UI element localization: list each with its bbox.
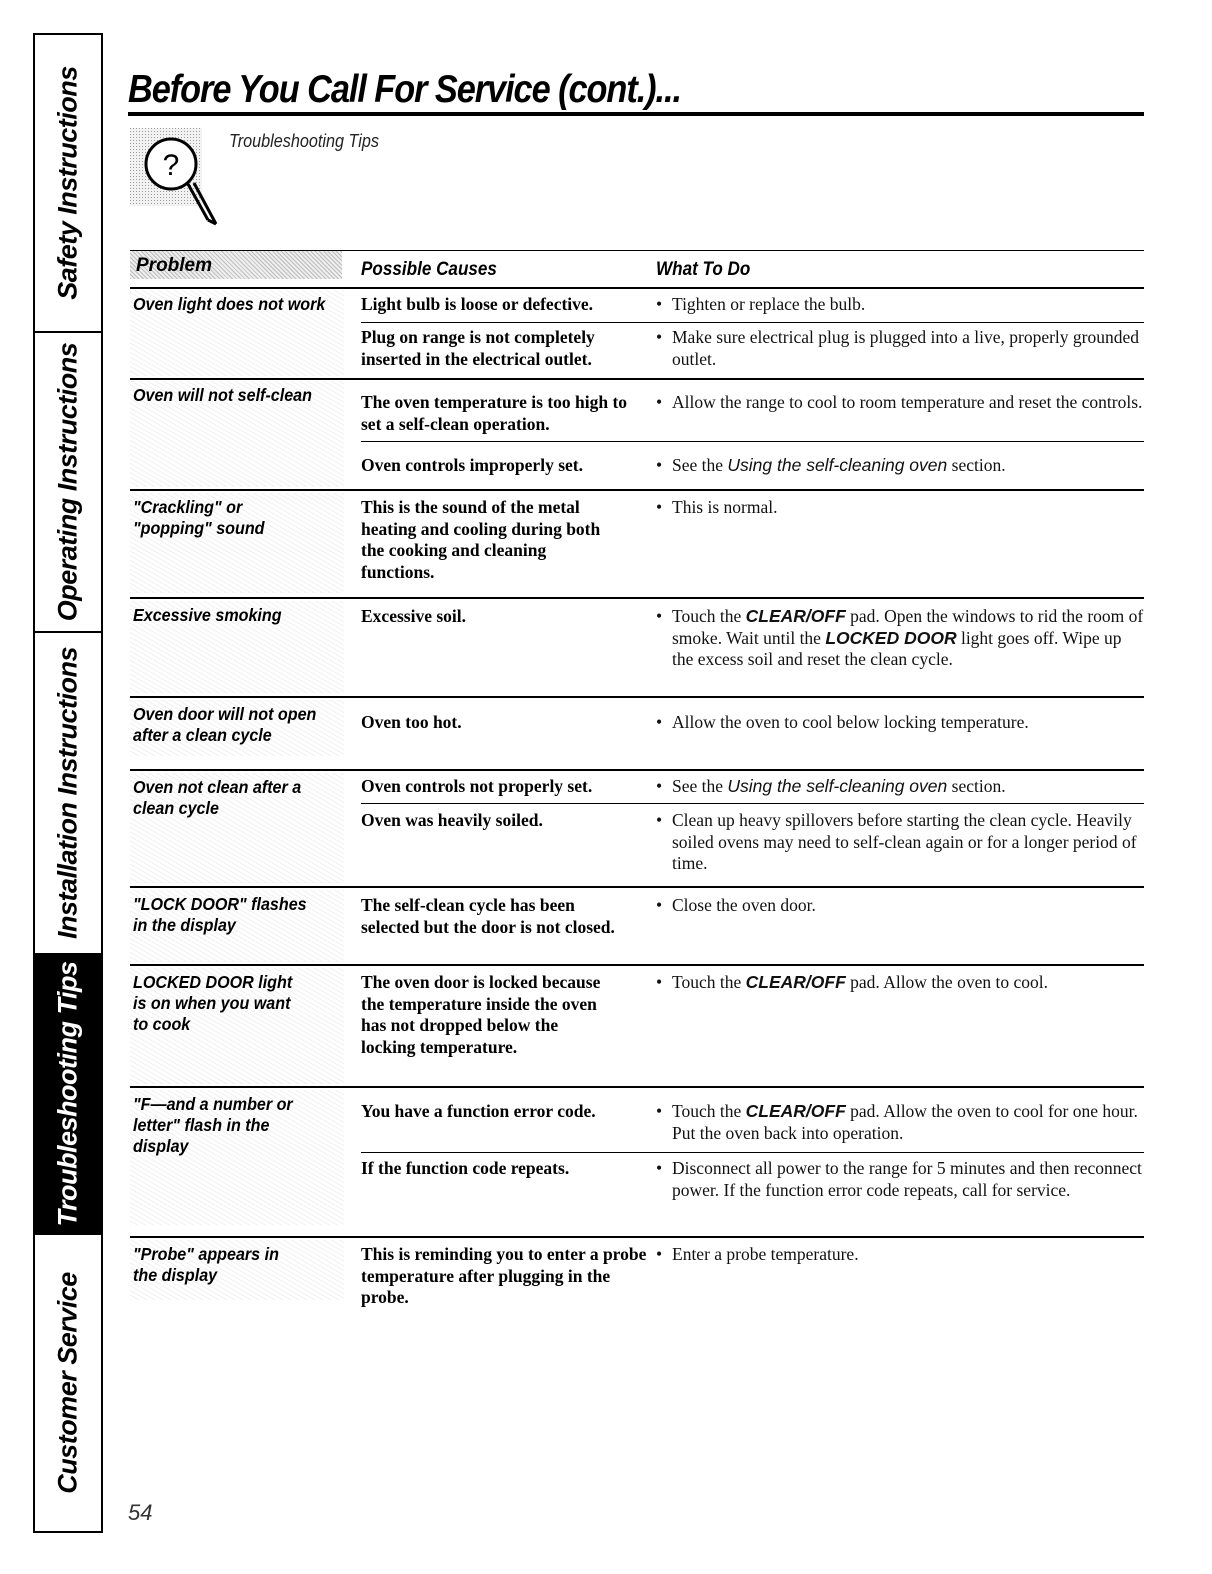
- problem-cell: [130, 493, 344, 593]
- cause-text: Oven was heavily soiled.: [361, 810, 543, 830]
- row-rule: [130, 489, 1144, 491]
- todo-text: • Close the oven door.: [656, 895, 1144, 917]
- cause-text: Plug on range is not completely inserted in the electrical outlet.: [361, 327, 595, 369]
- clear-off-pad-ref: CLEAR/OFF: [745, 606, 846, 626]
- page-number: 54: [128, 1500, 153, 1525]
- cause-divider: [361, 1152, 1144, 1153]
- cause-text: Light bulb is loose or defective.: [361, 294, 594, 314]
- section-reference: Using the self-cleaning oven: [727, 776, 948, 796]
- tab-customer-service[interactable]: [35, 1235, 101, 1531]
- todo-text-part: Touch the: [672, 1101, 746, 1121]
- todo-text-part: Touch the: [672, 606, 746, 626]
- problem-text: Oven will not self-clean: [133, 385, 312, 405]
- header-possible-causes: Possible Causes: [361, 259, 497, 280]
- problem-cell: [130, 773, 344, 883]
- title-rule: [128, 112, 1144, 116]
- todo-text-part: section.: [947, 455, 1006, 475]
- cause-text: Excessive soil.: [361, 606, 466, 626]
- section-tab-strip: [33, 33, 103, 1533]
- header-problem: [130, 251, 342, 279]
- todo-text-part: Touch the: [672, 972, 746, 992]
- todo-text: • This is normal.: [656, 497, 1144, 519]
- problem-text: LOCKED DOOR light is on when you want to cook: [133, 972, 293, 1034]
- cause-divider: [361, 441, 1144, 442]
- problem-text: Oven door will not open after a clean cycle: [133, 704, 317, 745]
- tab-label: Operating Instructions: [52, 342, 83, 622]
- todo-text-part: pad. Open the windows to rid the room of smoke. Wait until the: [672, 606, 1144, 648]
- problem-cell: [130, 601, 344, 693]
- todo-text-part: pad. Allow the oven to cool for one hour. Put the oven back into operation.: [672, 1101, 1138, 1143]
- todo-text-part: light goes off. Wipe up the excess soil and reset the clean cycle.: [672, 627, 1122, 669]
- todo-text-part: section.: [947, 776, 1006, 796]
- problem-text: "Probe" appears in the display: [133, 1244, 279, 1285]
- header-problem-label: Problem: [136, 255, 213, 276]
- cause-divider: [361, 803, 1144, 804]
- section-subtitle: Troubleshooting Tips: [229, 131, 379, 151]
- cause-text: Oven controls not properly set.: [361, 776, 593, 796]
- tab-operating-instructions[interactable]: [35, 333, 101, 633]
- table-header-row: [130, 250, 1144, 289]
- cause-text: Oven controls improperly set.: [361, 455, 583, 475]
- todo-text: • Make sure electrical plug is plugged into a live, properly grounded outlet.: [656, 327, 1144, 370]
- clear-off-pad-ref: CLEAR/OFF: [745, 1101, 846, 1121]
- problem-text: "Crackling" or "popping" sound: [133, 497, 265, 538]
- todo-text: • Tighten or replace the bulb.: [656, 294, 1144, 316]
- todo-text: • Clean up heavy spillovers before starting the clean cycle. Heavily soiled ovens may need to self-clean again or for a longer period of time.: [656, 810, 1144, 875]
- magnifier-question-icon: [130, 128, 230, 236]
- row-rule: [130, 769, 1144, 771]
- tab-installation-instructions[interactable]: [35, 633, 101, 955]
- problem-text: Oven not clean after a clean cycle: [133, 777, 302, 818]
- problem-cell: [130, 1240, 344, 1300]
- row-rule: [130, 597, 1144, 599]
- svg-text:?: ?: [162, 149, 180, 182]
- row-rule: [130, 378, 1144, 380]
- row-rule: [130, 1086, 1144, 1088]
- todo-text: • Disconnect all power to the range for 5 minutes and then reconnect power. If the function error code repeats, call for service.: [656, 1158, 1144, 1201]
- todo-text: [656, 972, 1144, 994]
- tab-label: Customer Service: [52, 1272, 83, 1494]
- todo-text: • Allow the range to cool to room temperature and reset the controls.: [656, 392, 1144, 414]
- row-rule: [130, 696, 1144, 698]
- cause-text: The self-clean cycle has been selected but the door is not closed.: [361, 895, 615, 937]
- problem-text: "F—and a number or letter" flash in the display: [133, 1094, 293, 1156]
- cause-text: This is reminding you to enter a probe temperature after plugging in the probe.: [361, 1244, 647, 1307]
- page-title: Before You Call For Service (cont.)...: [128, 68, 681, 111]
- cause-text: If the function code repeats.: [361, 1158, 570, 1178]
- todo-text: [656, 606, 1144, 671]
- todo-text-part: pad. Allow the oven to cool.: [845, 972, 1048, 992]
- problem-cell: [130, 968, 344, 1084]
- cause-divider: [361, 322, 1144, 323]
- row-rule: [130, 886, 1144, 888]
- todo-text-part: See the: [672, 776, 728, 796]
- problem-cell: [130, 700, 344, 756]
- todo-text: [656, 455, 1144, 477]
- row-rule: [130, 1236, 1144, 1238]
- todo-text: • Allow the oven to cool below locking temperature.: [656, 712, 1144, 734]
- problem-cell: [130, 890, 344, 962]
- problem-text: "LOCK DOOR" flashes in the display: [133, 894, 307, 935]
- todo-text-part: See the: [672, 455, 728, 475]
- tab-label: Installation Instructions: [52, 646, 83, 940]
- cause-text: You have a function error code.: [361, 1101, 596, 1121]
- row-rule: [130, 964, 1144, 966]
- tab-label: Troubleshooting Tips: [52, 961, 83, 1227]
- cause-text: This is the sound of the metal heating and cooling during both the cooking and cleaning functions.: [361, 497, 601, 582]
- header-what-to-do: What To Do: [656, 259, 751, 280]
- tab-label: Safety Instructions: [52, 66, 83, 300]
- todo-text: [656, 776, 1144, 798]
- section-reference: Using the self-cleaning oven: [727, 455, 948, 475]
- cause-text: The oven door is locked because the temperature inside the oven has not dropped below the locking temperature.: [361, 972, 601, 1057]
- problem-cell: [130, 290, 344, 376]
- problem-cell: [130, 381, 344, 487]
- cause-text: Oven too hot.: [361, 712, 462, 732]
- problem-cell: [130, 1090, 344, 1226]
- problem-text: Excessive smoking: [133, 605, 282, 625]
- problem-text: Oven light does not work: [133, 294, 326, 314]
- locked-door-ref: LOCKED DOOR: [825, 627, 957, 648]
- todo-text: [656, 1101, 1144, 1144]
- clear-off-pad-ref: CLEAR/OFF: [745, 972, 846, 992]
- todo-text: • Enter a probe temperature.: [656, 1244, 1144, 1266]
- tab-troubleshooting-tips[interactable]: [35, 955, 101, 1235]
- header-rule: [130, 287, 1144, 289]
- tab-safety-instructions[interactable]: [35, 35, 101, 333]
- cause-text: The oven temperature is too high to set a self-clean operation.: [361, 392, 628, 434]
